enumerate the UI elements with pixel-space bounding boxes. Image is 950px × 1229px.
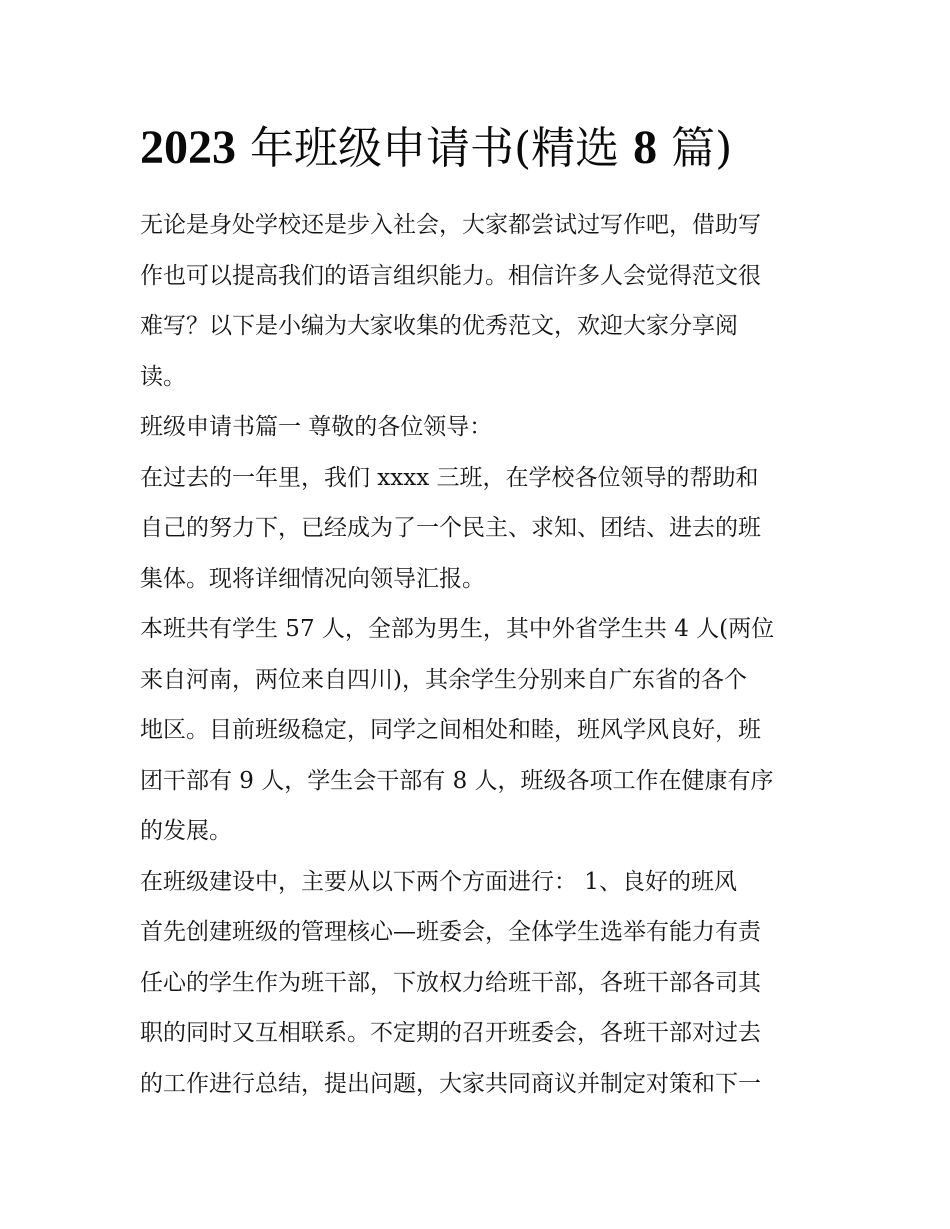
intro-line-1: 无论是身处学校还是步入社会，大家都尝试过写作吧，借助写 [140,212,761,238]
paragraph-1-line-1: 在过去的一年里，我们 xxxx 三班，在学校各位领导的帮助和 [140,464,759,491]
paragraph-2-line-4: 团干部有 9 人，学生会干部有 8 人，班级各项工作在健康有序 [140,767,774,794]
paragraph-4-line-1: 首先创建班级的管理核心—班委会，全体学生选举有能力有责 [140,919,761,945]
paragraph-4-line-2: 任心的学生作为班干部，下放权力给班干部，各班干部各司其 [140,969,761,996]
title-text-end: 篇) [657,123,733,174]
section-heading-1: 班级申请书篇一 尊敬的各位领导： [140,414,493,440]
title-year: 2023 [140,121,236,174]
document-body [140,200,820,1109]
paragraph-2-line-3: 地区。目前班级稳定，同学之间相处和睦，班风学风良好，班 [140,717,761,743]
document-title [140,118,840,179]
paragraph-3-line-1: 在班级建设中，主要从以下两个方面进行： 1、良好的班风 [140,868,737,895]
paragraph-2-line-5: 的发展。 [140,818,232,844]
intro-line-2: 作也可以提高我们的语言组织能力。相信许多人会觉得范文很 [140,262,761,289]
paragraph-1-line-2: 自己的努力下，已经成为了一个民主、求知、团结、进去的班 [140,515,761,541]
paragraph-2-line-1: 本班共有学生 57 人，全部为男生，其中外省学生共 4 人(两位 [140,616,775,642]
paragraph-1-line-3: 集体。现将详细情况向领导汇报。 [140,565,485,592]
intro-line-3: 难写？以下是小编为大家收集的优秀范文，欢迎大家分享阅 [140,313,738,339]
title-text-main: 年班级申请书(精选 [236,123,634,174]
paragraph-2-line-2: 来自河南，两位来自四川)，其余学生分别来自广东省的各个 [140,666,747,693]
paragraph-4-line-4: 的工作进行总结，提出问题，大家共同商议并制定对策和下一 [140,1070,761,1097]
intro-line-4: 读。 [140,363,186,390]
title-count: 8 [633,121,658,174]
paragraph-4-line-3: 职的同时又互相联系。不定期的召开班委会，各班干部对过去 [140,1020,761,1046]
